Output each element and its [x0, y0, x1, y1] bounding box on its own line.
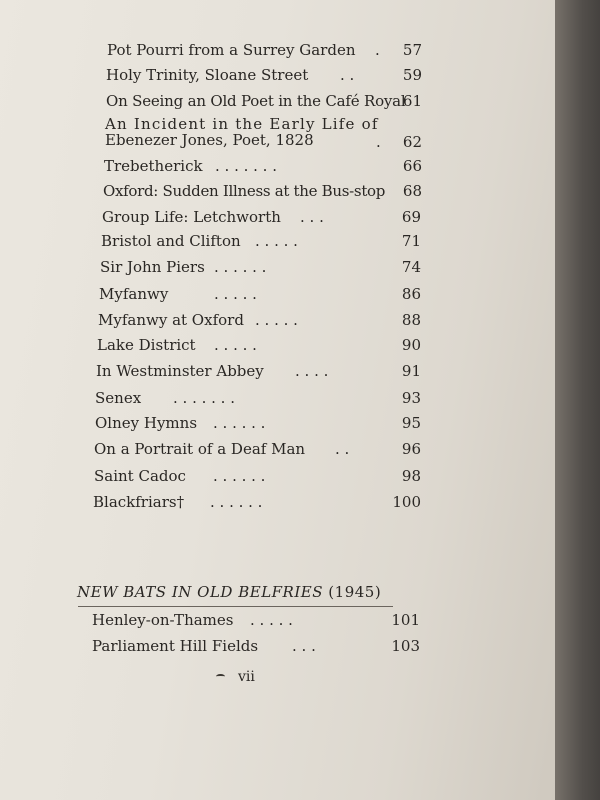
entry-page: 96: [401, 440, 421, 458]
entry-title: Parliament Hill Fields: [92, 637, 259, 655]
entry-leader: . . .: [300, 208, 324, 226]
entry-leader: . .: [335, 440, 350, 458]
entry-page: 69: [401, 208, 421, 226]
entry-title: Oxford: Sudden Illness at the Bus-stop: [103, 182, 386, 200]
entry-leader: . . . . . . .: [215, 157, 277, 175]
entry-title: Pot Pourri from a Surrey Garden: [107, 41, 356, 59]
entry-page: 93: [401, 389, 421, 407]
entry-leader: .: [376, 133, 381, 151]
entry-page: 101: [391, 611, 420, 629]
entry-leader: . . . . .: [255, 311, 298, 329]
entry-page: 74: [401, 258, 421, 276]
entry-title: Blackfriars†: [93, 493, 185, 511]
entry-leader: . . . . . . .: [173, 389, 235, 407]
entry-leader: . . . . .: [214, 285, 257, 303]
entry-leader: .: [375, 41, 380, 59]
entry-title: In Westminster Abbey: [96, 362, 264, 380]
section-year: (1945): [328, 583, 382, 601]
entry-page: 100: [392, 493, 421, 511]
entry-leader: . . . . . .: [210, 493, 263, 511]
entry-page: 86: [401, 285, 421, 303]
entry-page: 88: [401, 311, 421, 329]
entry-page: 95: [401, 414, 421, 432]
entry-title: Lake District: [97, 336, 196, 354]
entry-leader: . .: [340, 66, 355, 84]
entry-title: Holy Trinity, Sloane Street: [106, 66, 309, 84]
entry-page: 71: [401, 232, 421, 250]
entry-title: Sir John Piers: [100, 258, 205, 276]
entry-title: Henley-on-Thames: [92, 611, 234, 629]
entry-title: Saint Cadoc: [94, 467, 186, 485]
entry-title: Bristol and Clifton: [101, 232, 241, 250]
entry-leader: . . . . . .: [214, 258, 267, 276]
entry-page: 57: [402, 41, 422, 59]
entry-leader: . . . . .: [250, 611, 293, 629]
entry-title: Myfanwy at Oxford: [98, 311, 244, 329]
entry-title: On Seeing an Old Poet in the Café Royal: [106, 92, 406, 110]
entry-leader: . . . . .: [255, 232, 298, 250]
entry-page: 59: [402, 66, 422, 84]
entry-leader: . . . . . .: [213, 414, 266, 432]
page-folio: vii: [238, 669, 255, 685]
entry-leader: . . . . . .: [213, 467, 266, 485]
section-heading: [77, 583, 381, 601]
entry-leader: . . . . .: [214, 336, 257, 354]
ink-mark: [216, 674, 225, 679]
entry-leader: . . . .: [295, 362, 329, 380]
entry-title-continued: Ebenezer Jones, Poet, 1828: [105, 131, 314, 149]
entry-title: Trebetherick: [104, 157, 203, 175]
page-edge-shadow: [555, 0, 600, 800]
entry-title: On a Portrait of a Deaf Man: [94, 440, 306, 458]
entry-page: 68: [402, 182, 422, 200]
entry-leader: . . .: [292, 637, 316, 655]
entry-page: 90: [401, 336, 421, 354]
entry-title: Senex: [95, 389, 142, 407]
entry-title: Olney Hymns: [95, 414, 198, 432]
section-rule: [78, 606, 393, 607]
entry-title: Myfanwy: [99, 285, 169, 303]
entry-title: An Incident in the Early Life of: [105, 115, 379, 133]
entry-title: Group Life: Letchworth: [102, 208, 281, 226]
entry-page: 66: [402, 157, 422, 175]
entry-page: 62: [402, 133, 422, 151]
entry-page: 98: [401, 467, 421, 485]
entry-page: 91: [401, 362, 421, 380]
entry-page: 103: [391, 637, 420, 655]
entry-page: 61: [402, 92, 422, 110]
section-title: NEW BATS IN OLD BELFRIES: [77, 583, 324, 601]
